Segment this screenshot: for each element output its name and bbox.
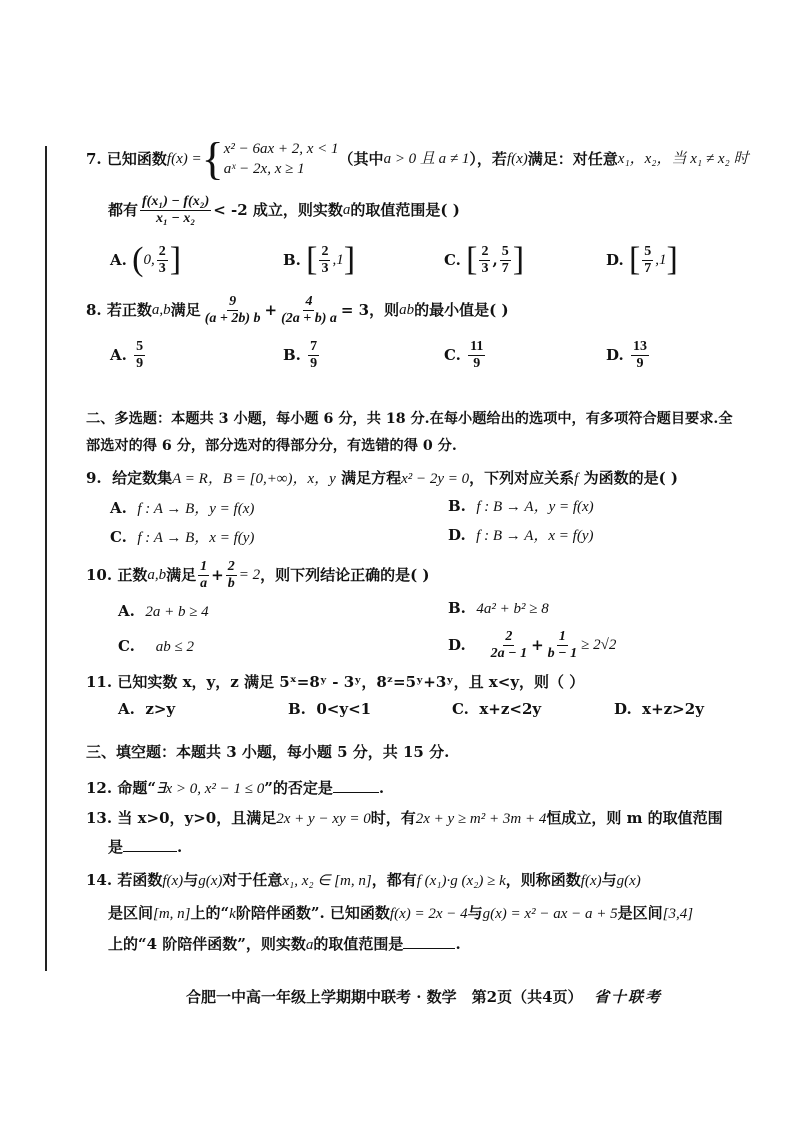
question-9: 9. 给定数集A = R，B = [0,+∞)，x，y 满足方程x² − 2y = 0，下列对应关系f 为函数的是( ) [86, 469, 678, 487]
piece-2: aˣ − 2x, x ≥ 1 [223, 161, 305, 177]
q9-option-b[interactable]: B. f : B → A，y = f(x) [448, 497, 594, 515]
function-name: f(x) = [166, 151, 202, 167]
question-13: 13. 当 x>0，y>0，且满足2x + y − xy = 0时，有2x + y ≥ m² + 3m + 4恒成立，则 m 的取值范围 [86, 809, 723, 827]
q10-option-c[interactable]: C. ab ≤ 2 [118, 637, 195, 655]
question-number: 7. [86, 150, 102, 168]
question-number: 8. [86, 301, 102, 319]
section-2-heading: 二、多选题：本题共 3 小题，每小题 6 分，共 18 分.在每小题给出的选项中，有多项符合题目要求.全 部选对的得 6 分，部分选对的得部分分，有选错的得 0 分. [86, 411, 733, 454]
q7-option-c[interactable]: C. [ $\frac{2}{3}$ , $\frac{5}{7}$ ] [444, 241, 525, 278]
difference-quotient: $\frac{\text{f(x₁) − f(x₂)}}{\text{x₁ − x₂}}$ [142, 193, 210, 226]
question-14-line3: 上的“4 阶陪伴函数”，则实数a的取值范围是 . [108, 935, 461, 953]
q8-option-d[interactable]: D. $\frac{13}{9}$ [606, 338, 647, 371]
question-14: 14. 若函数f(x)与g(x)对于任意x₁, x₂ ∈ [m, n]，都有f (x₁)·g (x₂) ≥ k，则称函数f(x)与g(x) [86, 871, 641, 889]
question-11: 11. 已知实数 x，y，z 满足 5ˣ=8ʸ - 3ʸ，8ᶻ=5ʸ+3ʸ，且 x<y，则（ ） [86, 673, 585, 691]
q9-option-d[interactable]: D. f : B → A，x = f(y) [448, 526, 594, 544]
question-text: 已知函数 [106, 150, 167, 168]
question-7-line1: 7. 已知函数 f(x) = { x² − 6ax + 2, x < 1 aˣ − 2x, x ≥ 1 （其中 a > 0 且 a ≠ 1 ），若 f(x) 满足：对任意 x₁，x₂，当 x₁ ≠ x₂ 时 [86, 133, 749, 184]
q11-option-c[interactable]: C. x+z<2y [452, 700, 542, 718]
left-margin-rule [45, 146, 47, 971]
left-brace-icon: { [201, 133, 224, 184]
question-10: 10. 正数 a,b 满足 $\frac{1}{a}$ + $\frac{2}{b}$ = 2 ，则下列结论正确的是( ) [86, 558, 430, 591]
question-number: 11. [86, 673, 113, 691]
question-number: 12. [86, 779, 113, 797]
q10-option-b[interactable]: B. 4a² + b² ≥ 8 [448, 599, 549, 617]
question-7-line2: 都有 $\frac{\text{f(x₁) − f(x₂)}}{\text{x₁ − x₂}}$ < -2 成立，则实数 a 的取值范围是( ) [108, 193, 460, 226]
q8-option-c[interactable]: C. $\frac{11}{9}$ [444, 338, 484, 371]
q11-option-a[interactable]: A. z>y [118, 700, 176, 718]
q9-option-a[interactable]: A. f : A → B，y = f(x) [110, 499, 255, 517]
q7-option-d[interactable]: D. [ $\frac{5}{7}$ ,1 ] [606, 241, 678, 278]
question-number: 10. [86, 566, 113, 584]
piece-1: x² − 6ax + 2, x < 1 [223, 141, 339, 157]
q11-option-d[interactable]: D. x+z>2y [614, 700, 704, 718]
q7-option-a[interactable]: A. ( 0, $\frac{2}{3}$ ] [110, 241, 182, 278]
question-14-line2: 是区间[m, n]上的“k阶陪伴函数”. 已知函数f(x) = 2x − 4与g(x) = x² − ax − a + 5是区间[3,4] [108, 904, 694, 922]
answer-blank[interactable] [123, 839, 177, 852]
question-12: 12. 命题“∃x > 0, x² − 1 ≤ 0”的否定是 . [86, 779, 385, 797]
q7-option-b[interactable]: B. [ $\frac{2}{3}$ ,1 ] [283, 241, 356, 278]
q11-option-b[interactable]: B. 0<y<1 [288, 700, 372, 718]
piecewise-definition [201, 133, 339, 184]
q10-option-d[interactable]: D. $\frac{2}{2a - 1}$ + $\frac{1}{b - 1}$ ≥ 2√2 [448, 628, 617, 661]
question-number: 13. [86, 809, 113, 827]
answer-blank[interactable] [333, 780, 379, 793]
question-8: 8. 若正数 a,b 满足 $\frac{9}{(a + 2b) b}$ + $\frac{4}{(2a + b) a}$ = 3，则 ab 的最小值是( ) [86, 293, 509, 326]
answer-blank[interactable] [403, 936, 455, 949]
q9-option-c[interactable]: C. f : A → B，x = f(y) [110, 528, 255, 546]
q10-option-a[interactable]: A. 2a + b ≥ 4 [118, 602, 209, 620]
page-footer: 合肥一中高一年级上学期期中联考 · 数学 第2页（共4页） [186, 988, 583, 1006]
question-number: 14. [86, 871, 113, 889]
section-3-heading: 三、填空题：本题共 3 小题，每小题 5 分，共 15 分. [86, 743, 450, 761]
q8-option-b[interactable]: B. $\frac{7}{9}$ [283, 338, 318, 371]
q8-option-a[interactable]: A. $\frac{5}{9}$ [110, 338, 144, 371]
question-number: 9. [86, 469, 102, 487]
question-13-line2: 是 . [108, 838, 183, 856]
exam-stamp: 省十联考 [594, 988, 663, 1006]
